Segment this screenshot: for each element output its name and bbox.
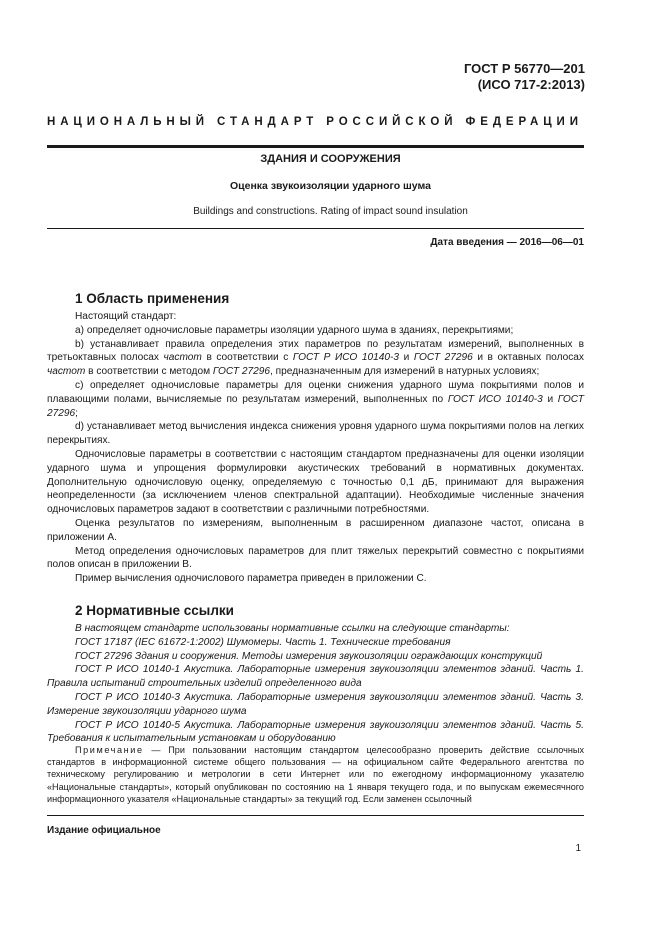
paragraph: a) определяет одночисловые параметры изоляции ударного шума в зданиях, перекрытиями; xyxy=(75,324,514,336)
paragraph: c) определяет одночисловые параметры для оценки снижения ударного шума покрытиями полов и плавающими полами, вычисляемые по результатам измерений, выполненных по ГОСТ ИСО 10140-3 и ГОСТ 27296; xyxy=(47,379,584,419)
paragraph: Настоящий стандарт: xyxy=(75,311,177,322)
note-text: — При пользовании настоящим стандартом целесообразно проверить действие ссылочных стандартов в информационной системе общего пользования — на официальном сайте Федерального агентства по техническому регулированию и метрологии в сети Интернет или по ежегодному информационному указателю «Национальные стандарты», который опубликован по состоянию на 1 января текущего года, и по выпускам ежемесячного информационного указателя «Национальные стандарты» за текущий год. Если заменен ссылочный xyxy=(47,745,584,804)
national-standard-banner: НАЦИОНАЛЬНЫЙ СТАНДАРТ РОССИЙСКОЙ ФЕДЕРАЦИИ xyxy=(47,116,583,128)
paragraph: Одночисловые параметры в соответствии с настоящим стандартом предназначены для оценки изоляции ударного шума и упрощения формулировки акустических требований в нормативных документах. Дополнительную одночисловую оценку, определяемую с точностью 0,1 дБ, принимают для выражения неопределенности (за исключением членов спектральной адаптации). Необходимые численные значения одночисловых параметров задают в соответствии с различными потребностями. xyxy=(47,448,584,516)
paragraph: Оценка результатов по измерениям, выполненным в расширенном диапазоне частот, описана в приложении A. xyxy=(47,517,584,543)
page-number: 1 xyxy=(575,843,581,854)
section-1-heading: 1 Область применения xyxy=(75,291,230,306)
note-block xyxy=(47,744,584,805)
section-2-body xyxy=(47,622,584,746)
section-1-body xyxy=(47,310,584,586)
document-title: ЗДАНИЯ И СООРУЖЕНИЯ xyxy=(260,153,401,165)
top-rule xyxy=(47,145,584,148)
reference-item: ГОСТ Р ИСО 10140-5 Акустика. Лабораторные измерения звукоизоляции элементов зданий. Часть 5. Требования к испытательным установкам и оборудованию xyxy=(47,719,584,745)
edition-label: Издание официальное xyxy=(47,825,161,836)
standard-code: ГОСТ Р 56770—201 xyxy=(463,61,585,76)
english-title: Buildings and constructions. Rating of impact sound insulation xyxy=(193,206,468,217)
paragraph: b) устанавливает правила определения этих параметров по результатам измерений, выполненных в третьоктавных полосах частот в соответствии с ГОСТ Р ИСО 10140-3 и ГОСТ 27296 и в октавных полосах частот в соответствии с методом ГОСТ 27296, предназначенным для измерений в натурных условиях; xyxy=(47,338,584,378)
date-rule xyxy=(47,228,584,229)
paragraph: Метод определения одночисловых параметров для плит тяжелых перекрытий совместно с покрытиями полов описан в приложении B. xyxy=(47,545,584,571)
effective-date: Дата введения — 2016—06—01 xyxy=(430,237,584,248)
reference-item: ГОСТ 17187 (IEC 61672-1:2002) Шумомеры. Часть 1. Технические требования xyxy=(75,636,451,648)
paragraph: Пример вычисления одночислового параметра приведен в приложении C. xyxy=(75,573,427,585)
reference-item: ГОСТ Р ИСО 10140-1 Акустика. Лабораторные измерения звукоизоляции элементов зданий. Часть 1. Правила испытаний строительных изделий определенного вида xyxy=(47,664,584,690)
paragraph: d) устанавливает метод вычисления индекса снижения уровня ударного шума покрытиями полов на легких перекрытиях. xyxy=(47,421,584,447)
standard-code-block xyxy=(464,61,585,93)
reference-item: В настоящем стандарте использованы нормативные ссылки на следующие стандарты: xyxy=(75,623,510,634)
reference-item: ГОСТ 27296 Здания и сооружения. Методы измерения звукоизоляции ограждающих конструкций xyxy=(75,650,543,662)
section-2-heading: 2 Нормативные ссылки xyxy=(75,603,234,618)
note-label: Примечание xyxy=(75,745,144,755)
footer-rule xyxy=(47,815,584,816)
reference-item: ГОСТ Р ИСО 10140-3 Акустика. Лабораторные измерения звукоизоляции элементов зданий. Часть 3. Измерение звукоизоляции ударного шума xyxy=(47,691,584,717)
document-subtitle: Оценка звукоизоляции ударного шума xyxy=(230,180,431,192)
iso-code: (ИСО 717-2:2013) xyxy=(477,77,585,92)
